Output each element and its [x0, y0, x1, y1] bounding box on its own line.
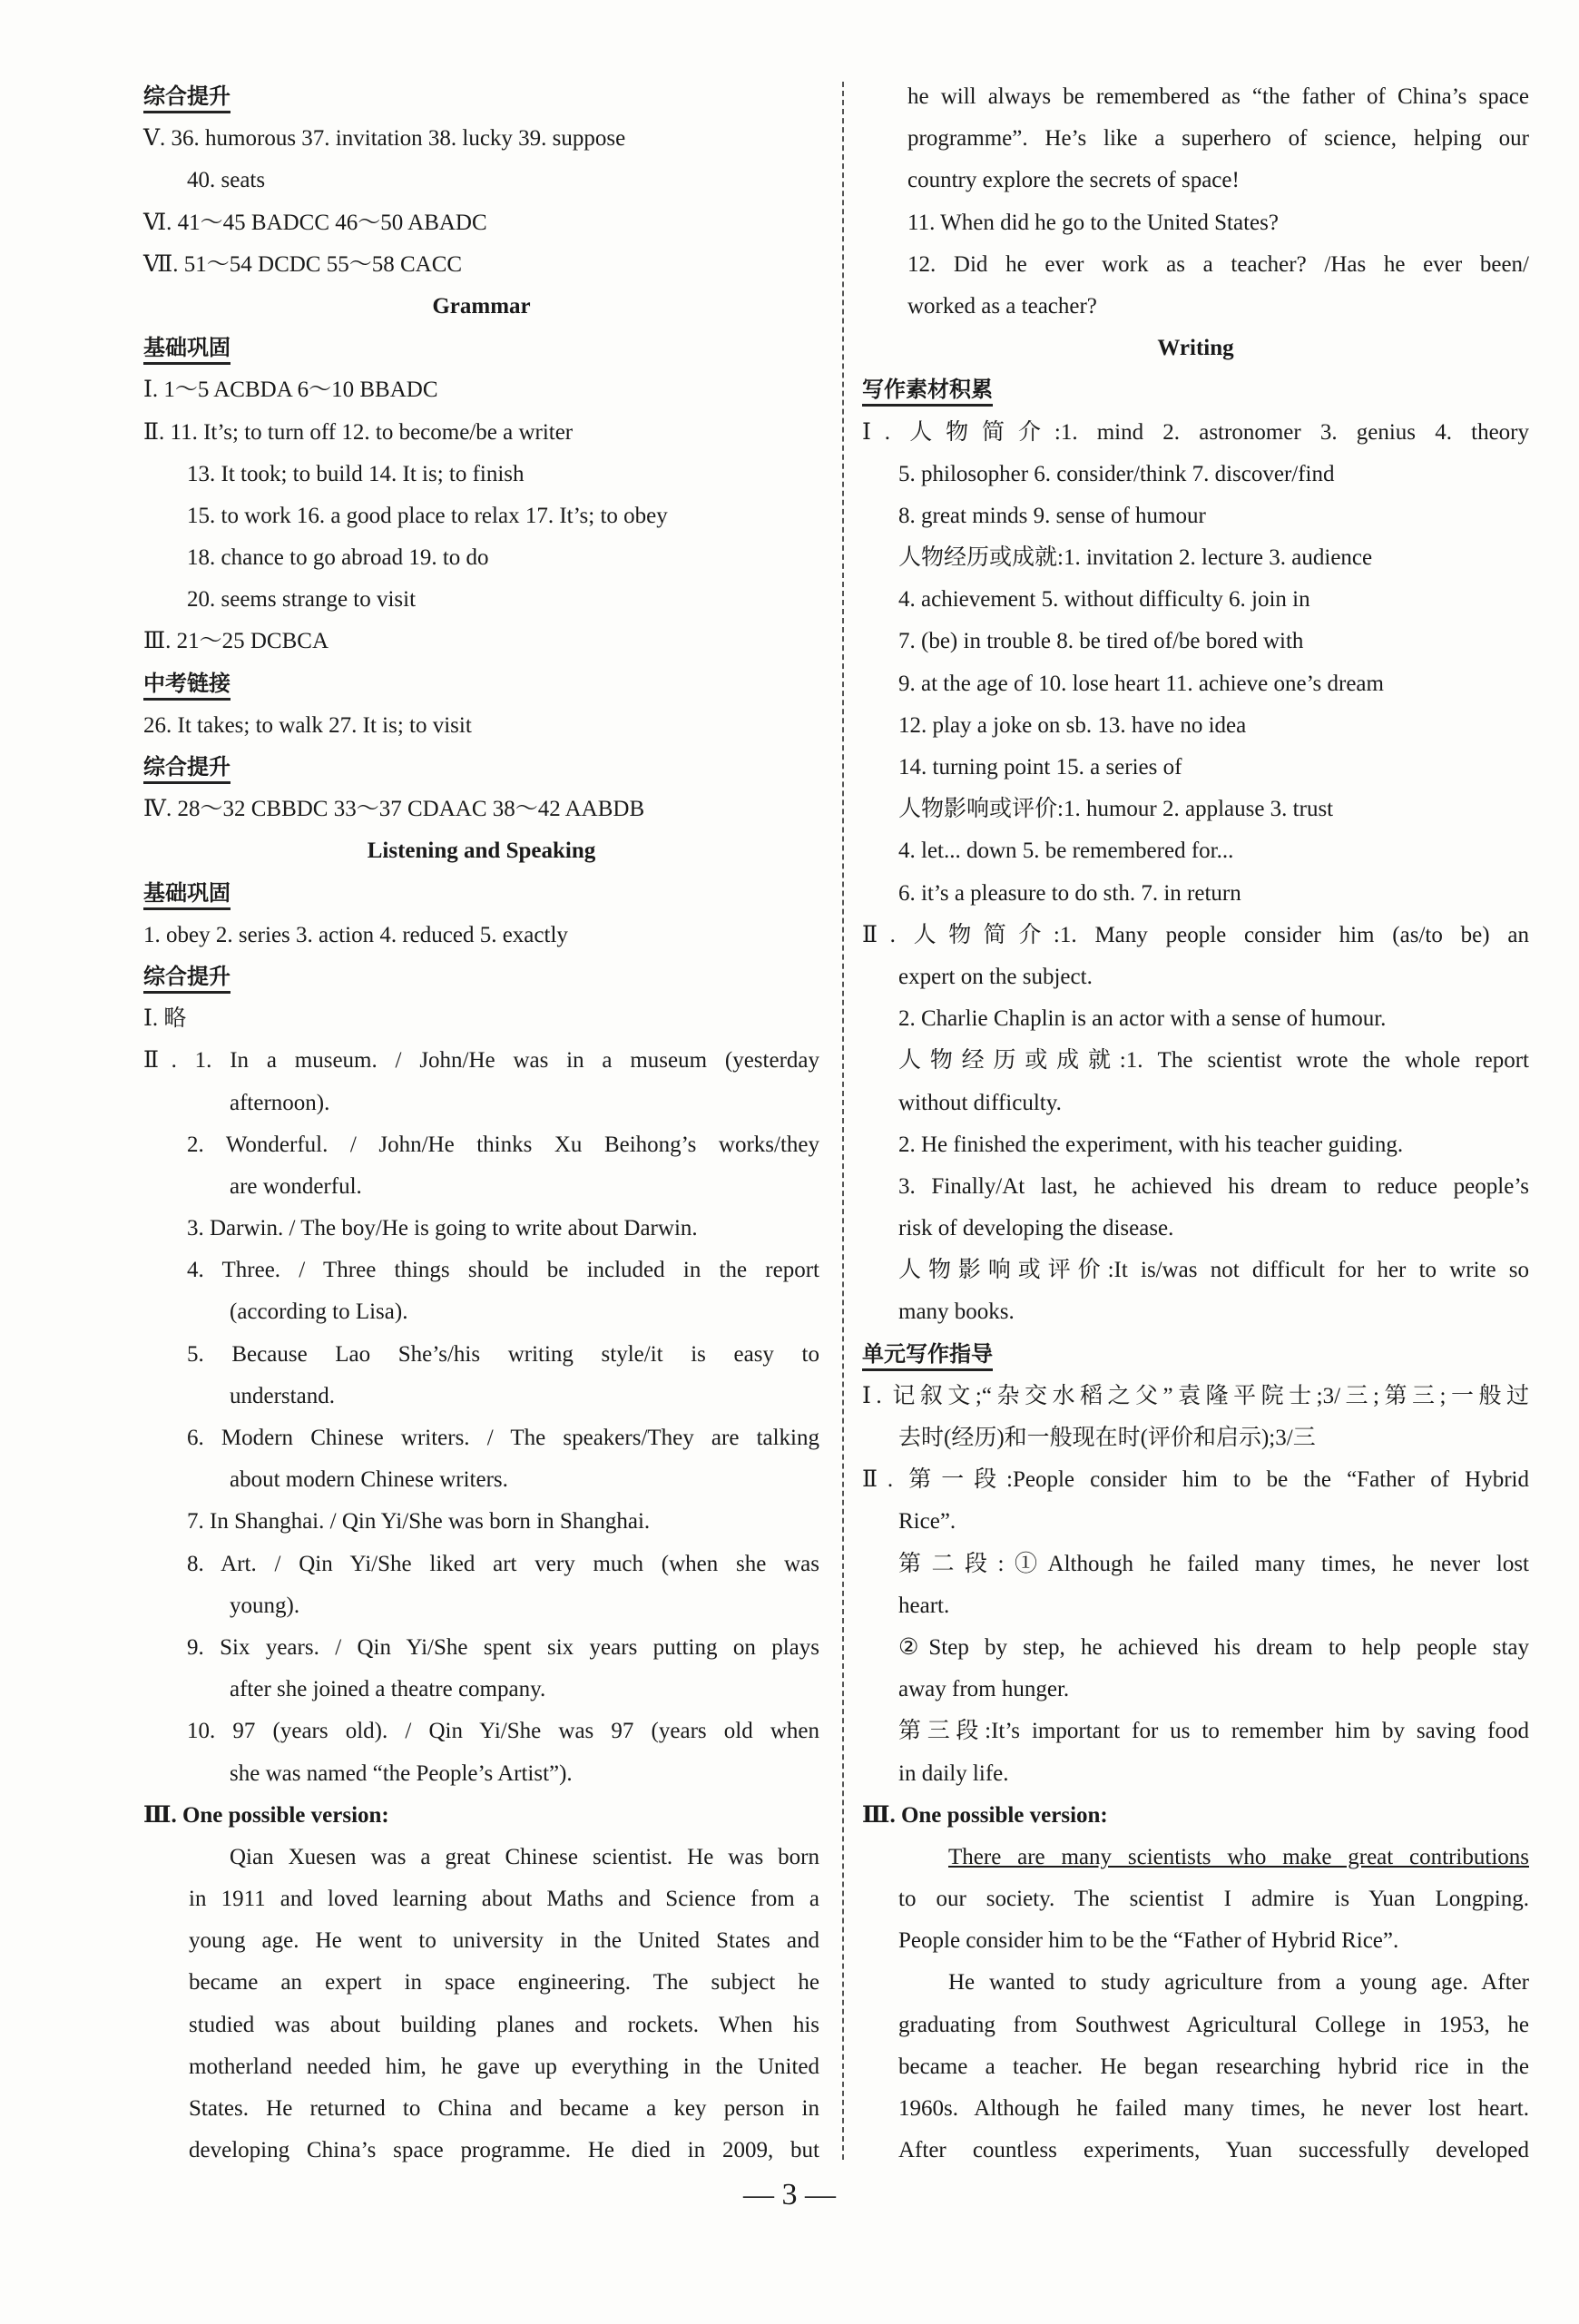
answer-line: Ⅱ. 第一段:People consider him to be the “Father of Hybrid	[862, 1467, 1529, 1493]
answer-line: 4. achievement 5. without difficulty 6. join in	[898, 587, 1310, 613]
section-tag	[143, 663, 819, 705]
answer-line: 15. to work 16. a good place to relax 17. It’s; to obey	[187, 503, 668, 528]
answer-line: 40. seats	[187, 168, 266, 193]
answer-line: 1960s. Although he failed many times, he never lost heart.	[898, 2096, 1529, 2121]
answer-line: 7. (be) in trouble 8. be tired of/be bored with	[898, 629, 1304, 654]
answer-line: 26. It takes; to walk 27. It is; to visit	[143, 712, 472, 738]
answer-line: 18. chance to go abroad 19. to do	[187, 545, 489, 571]
answer-line: graduating from Southwest Agricultural College in 1953, he	[898, 2012, 1529, 2037]
section-heading: Grammar	[432, 293, 531, 319]
answer-line: 9. at the age of 10. lose heart 11. achieve one’s dream	[898, 671, 1384, 696]
answer-line: young age. He went to university in the United States and	[189, 1928, 819, 1954]
answer-line: Qian Xuesen was a great Chinese scientist. He was born	[230, 1844, 819, 1869]
section-tag-label: 单元写作指导	[862, 1340, 993, 1371]
answer-line: 6. it’s a pleasure to do sth. 7. in return	[898, 880, 1241, 906]
answer-line: Ⅴ. 36. humorous 37. invitation 38. lucky 39. suppose	[143, 126, 626, 152]
answer-line: Ⅰ. 略	[143, 1006, 187, 1032]
answer-line: States. He returned to China and became a key person in	[189, 2096, 819, 2121]
answer-line: about modern Chinese writers.	[230, 1467, 508, 1493]
answer-line: After countless experiments, Yuan successfully developed	[898, 2138, 1529, 2163]
answer-line: away from hunger.	[898, 1677, 1070, 1702]
answer-line: Ⅲ. 21～25 DCBCA	[143, 629, 329, 654]
answer-line: in 1911 and loved learning about Maths and Science from a	[189, 1887, 819, 1912]
answer-line: 人物影响或评价:1. humour 2. applause 3. trust	[898, 797, 1334, 822]
answer-line: 10. 97 (years old). / Qin Yi/She was 97 (years old when	[187, 1719, 819, 1744]
answer-line: in daily life.	[898, 1760, 1009, 1786]
answer-line: 8. Art. / Qin Yi/She liked art very much (when she was	[187, 1551, 819, 1576]
column-divider	[842, 82, 844, 2160]
section-heading: Listening and Speaking	[367, 838, 596, 864]
section-tag	[143, 328, 819, 369]
answer-line: 去时(经历)和一般现在时(评价和启示);3/三	[898, 1426, 1316, 1450]
section-tag-label: 基础巩固	[143, 879, 230, 910]
answer-line: 5. philosopher 6. consider/think 7. discover/find	[898, 461, 1335, 486]
answer-line: became an expert in space engineering. The subject he	[189, 1970, 819, 1996]
answer-line: Ⅱ. 人物简介:1. Many people consider him (as/to be) an	[862, 922, 1529, 947]
section-tag	[143, 873, 819, 915]
answer-line: 4. Three. / Three things should be included in the report	[187, 1258, 819, 1283]
section-tag	[143, 76, 819, 118]
answer-line: without difficulty.	[898, 1090, 1062, 1115]
section-tag-label: 基础巩固	[143, 334, 230, 365]
answer-line: Ⅱ. 1. In a museum. / John/He was in a museum (yesterday	[143, 1048, 819, 1074]
answer-line: 2. Charlie Chaplin is an actor with a sense of humour.	[898, 1006, 1387, 1032]
section-tag-label: 综合提升	[143, 753, 230, 784]
section-tag-label: 综合提升	[143, 963, 230, 994]
answer-line: 9. Six years. / Qin Yi/She spent six years putting on plays	[187, 1634, 819, 1660]
answer-line: programme”. He’s like a superhero of science, helping our	[907, 126, 1529, 152]
answer-line: 第三段:It’s important for us to remember him by saving food	[898, 1719, 1529, 1744]
answer-line: 11. When did he go to the United States?	[907, 210, 1279, 235]
answer-line: many books.	[898, 1299, 1015, 1325]
answer-line: 4. let... down 5. be remembered for...	[898, 838, 1234, 864]
page-number: — 3 —	[743, 2178, 836, 2211]
answer-line: ②Step by step, he achieved his dream to help people stay	[898, 1634, 1529, 1660]
answer-line: Ⅶ. 51～54 DCDC 55～58 CACC	[143, 251, 463, 277]
answer-line: 14. turning point 15. a series of	[898, 755, 1182, 780]
answer-line: 13. It took; to build 14. It is; to finish	[187, 461, 525, 486]
answer-line: 7. In Shanghai. / Qin Yi/She was born in Shanghai.	[187, 1509, 651, 1535]
answer-line: risk of developing the disease.	[898, 1216, 1174, 1241]
answer-line: Ⅰ. 人物简介:1. mind 2. astronomer 3. genius 4. theory	[862, 419, 1529, 445]
answer-line: 人物经历或成就:1. invitation 2. lecture 3. audience	[898, 545, 1373, 571]
answer-line: 5. Because Lao She’s/his writing style/it is easy to	[187, 1341, 819, 1367]
answer-line: 2. Wonderful. / John/He thinks Xu Beihong’s works/they	[187, 1132, 819, 1157]
section-tag	[143, 747, 819, 789]
answer-line: 12. Did he ever work as a teacher? /Has he ever been/	[907, 251, 1529, 277]
section-tag-label: 中考链接	[143, 670, 230, 701]
answer-line: he will always be remembered as “the father of China’s space	[907, 84, 1529, 109]
answer-line: worked as a teacher?	[907, 293, 1097, 319]
answer-line: 12. play a joke on sb. 13. have no idea	[898, 712, 1247, 738]
answer-line: 3. Finally/At last, he achieved his dream to reduce people’s	[898, 1173, 1529, 1199]
answer-line: Ⅰ. 1～5 ACBDA 6～10 BBADC	[143, 378, 438, 403]
answer-line: became a teacher. He began researching hybrid rice in the	[898, 2054, 1529, 2079]
answer-line: studied was about building planes and rockets. When his	[189, 2012, 819, 2037]
answer-line: Rice”.	[898, 1509, 956, 1535]
answer-line: He wanted to study agriculture from a young age. After	[948, 1970, 1529, 1996]
left-column	[143, 76, 819, 2172]
answer-line: (according to Lisa).	[230, 1299, 408, 1325]
answer-line: 8. great minds 9. sense of humour	[898, 503, 1206, 528]
answer-line: afternoon).	[230, 1090, 330, 1115]
section-heading: Writing	[1157, 336, 1234, 361]
answer-line: to our society. The scientist I admire is Yuan Longping.	[898, 1887, 1529, 1912]
answer-line: young).	[230, 1593, 300, 1618]
answer-line: Ⅲ. One possible version:	[143, 1802, 389, 1828]
answer-line: expert on the subject.	[898, 964, 1093, 989]
answer-line: 第二段:①Although he failed many times, he never lost	[898, 1551, 1529, 1576]
answer-line: 人物经历或成就:1. The scientist wrote the whole report	[898, 1048, 1529, 1074]
answer-line: understand.	[230, 1383, 335, 1408]
section-tag	[862, 369, 1529, 411]
answer-line: motherland needed him, he gave up everything in the United	[189, 2054, 819, 2079]
answer-line: People consider him to be the “Father of Hybrid Rice”.	[898, 1928, 1399, 1954]
section-tag	[143, 956, 819, 998]
answer-line: are wonderful.	[230, 1173, 362, 1199]
answer-line: 1. obey 2. series 3. action 4. reduced 5. exactly	[143, 922, 568, 947]
right-column	[862, 76, 1529, 2172]
answer-line: she was named “the People’s Artist”).	[230, 1760, 573, 1786]
section-tag-label: 综合提升	[143, 83, 230, 113]
answer-line: after she joined a theatre company.	[230, 1677, 546, 1702]
answer-line: 3. Darwin. / The boy/He is going to write about Darwin.	[187, 1216, 698, 1241]
answer-line: 2. He finished the experiment, with his teacher guiding.	[898, 1132, 1404, 1157]
answer-line: country explore the secrets of space!	[907, 168, 1240, 193]
answer-line: There are many scientists who make great contributions	[948, 1844, 1529, 1869]
section-tag	[862, 1334, 1529, 1376]
answer-line: 人物影响或评价:It is/was not difficult for her to write so	[898, 1258, 1529, 1283]
answer-line: heart.	[898, 1593, 950, 1618]
answer-line: Ⅲ. One possible version:	[862, 1802, 1108, 1828]
answer-line: Ⅳ. 28～32 CBBDC 33～37 CDAAC 38～42 AABDB	[143, 797, 645, 822]
section-tag-label: 写作素材积累	[862, 376, 993, 407]
answer-line: developing China’s space programme. He died in 2009, but	[189, 2138, 819, 2163]
answer-line: Ⅵ. 41～45 BADCC 46～50 ABADC	[143, 210, 487, 235]
answer-line: 6. Modern Chinese writers. / The speakers/They are talking	[187, 1426, 819, 1450]
answer-line: 20. seems strange to visit	[187, 587, 417, 613]
answer-line: Ⅰ. 记叙文;“杂交水稻之父”袁隆平院士;3/三;第三;一般过	[862, 1383, 1529, 1408]
answer-line: Ⅱ. 11. It’s; to turn off 12. to become/be a writer	[143, 419, 574, 445]
